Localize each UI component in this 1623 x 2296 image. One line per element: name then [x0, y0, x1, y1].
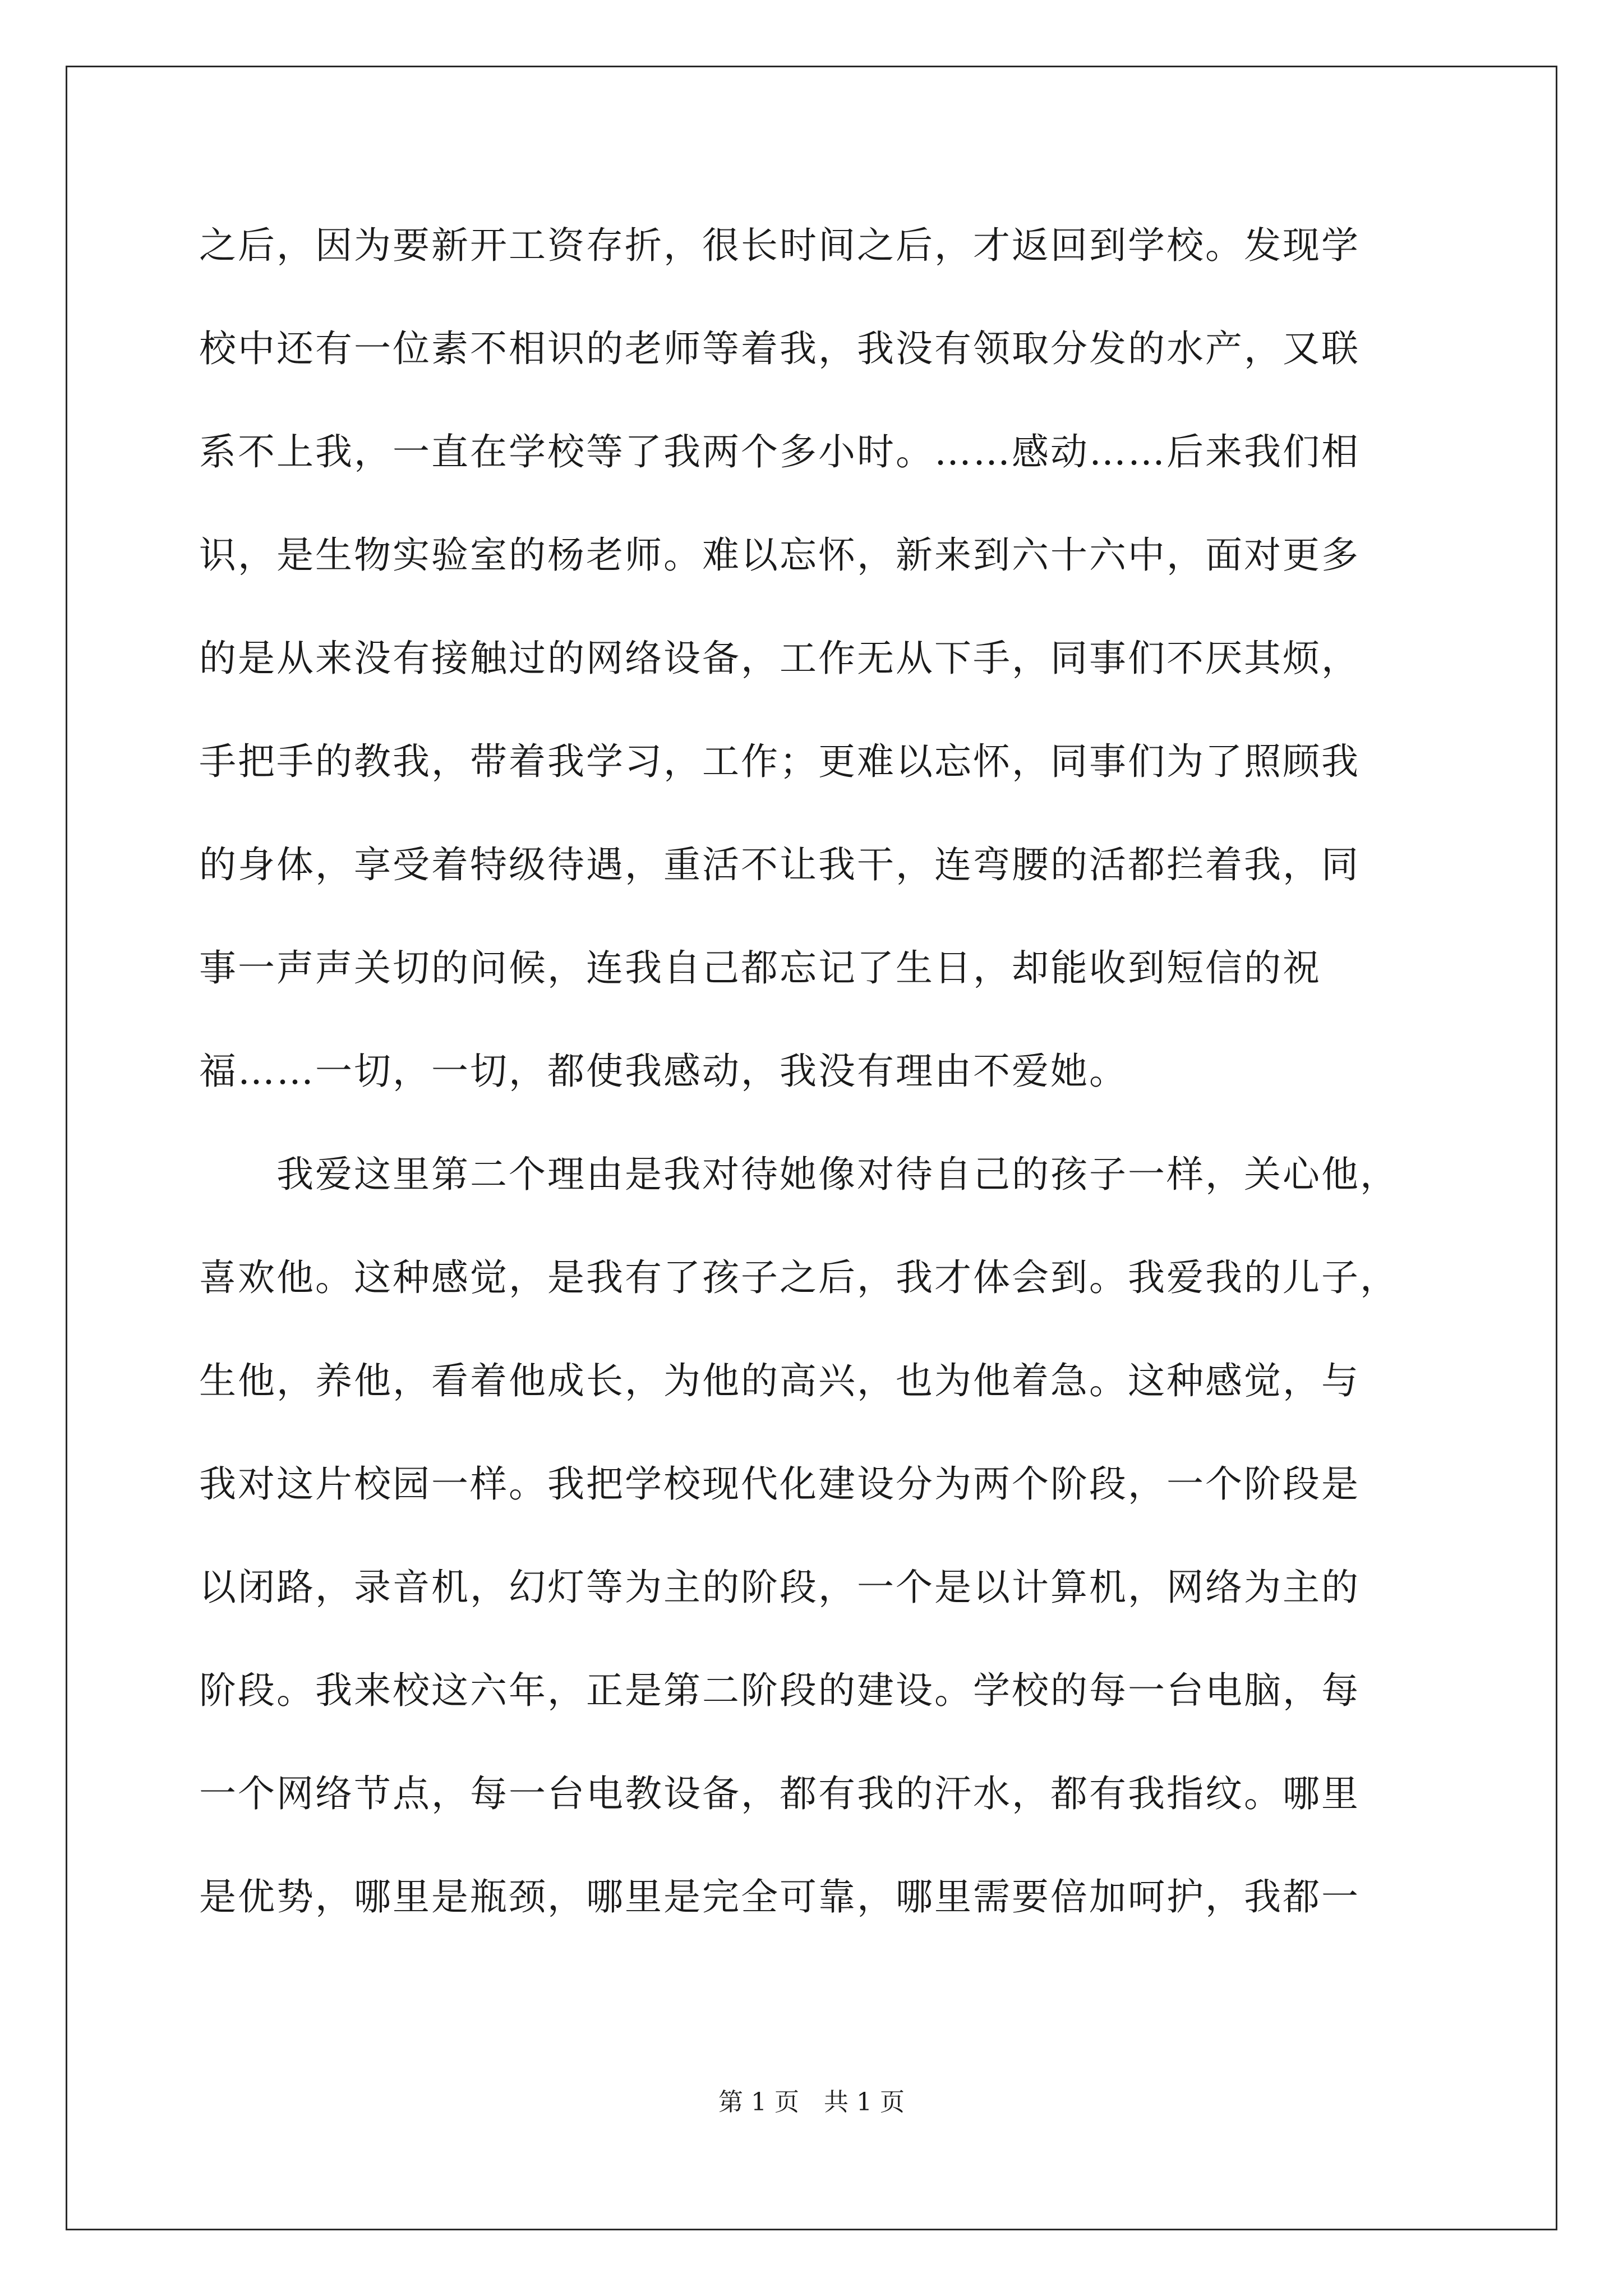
text-line: 手把手的教我，带着我学习，工作；更难以忘怀，同事们为了照顾我	[199, 740, 1360, 783]
text-line: 一个网络节点，每一台电教设备，都有我的汗水，都有我指纹。哪里	[199, 1772, 1360, 1815]
text-line: 的身体，享受着特级待遇，重活不让我干，连弯腰的活都拦着我，同	[199, 843, 1360, 886]
text-line: 事一声声关切的问候，连我自己都忘记了生日，却能收到短信的祝	[199, 946, 1321, 990]
text-line: 我对这片校园一样。我把学校现代化建设分为两个阶段，一个阶段是	[199, 1462, 1360, 1506]
text-line: 我爱这里第二个理由是我对待她像对待自己的孩子一样，关心他，	[199, 1153, 1399, 1196]
text-line: 生他，养他，看着他成长，为他的高兴，也为他着急。这种感觉，与	[199, 1359, 1360, 1402]
text-line: 校中还有一位素不相识的老师等着我，我没有领取分发的水产，又联	[199, 327, 1360, 370]
text-line: 识，是生物实验室的杨老师。难以忘怀，新来到六十六中，面对更多	[199, 533, 1360, 577]
text-line: 的是从来没有接触过的网络设备，工作无从下手，同事们不厌其烦，	[199, 637, 1360, 680]
text-line: 之后，因为要新开工资存折，很长时间之后，才返回到学校。发现学	[199, 224, 1360, 267]
page-number-footer: 第 1 页 共 1 页	[718, 2088, 905, 2116]
text-line: 福……一切，一切，都使我感动，我没有理由不爱她。	[199, 1050, 1128, 1093]
text-line: 以闭路，录音机，幻灯等为主的阶段，一个是以计算机，网络为主的	[199, 1566, 1360, 1609]
text-line: 是优势，哪里是瓶颈，哪里是完全可靠，哪里需要倍加呵护，我都一	[199, 1875, 1360, 1918]
text-line: 喜欢他。这种感觉，是我有了孩子之后，我才体会到。我爱我的儿子，	[199, 1256, 1399, 1299]
text-line: 系不上我，一直在学校等了我两个多小时。……感动……后来我们相	[199, 430, 1360, 473]
text-line: 阶段。我来校这六年，正是第二阶段的建设。学校的每一台电脑，每	[199, 1669, 1360, 1712]
